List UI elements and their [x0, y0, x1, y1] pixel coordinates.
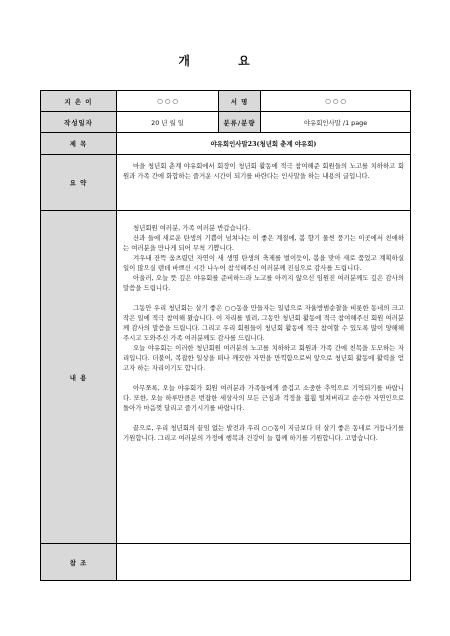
writer-label: 지 은 이 — [41, 91, 117, 112]
signature-label: 서 명 — [219, 91, 261, 112]
content-body — [123, 223, 404, 443]
date-value: 20 년 월 일 — [117, 112, 219, 133]
subject-label: 제 목 — [41, 133, 117, 155]
content-row — [41, 211, 411, 544]
summary-cell — [117, 155, 411, 211]
content-paragraph: 청년회원 여러분, 가족 여러분 반갑습니다. — [133, 224, 251, 232]
content-paragraph: 겨우내 잔뜩 움츠렸던 자연이 새 생명 탄생의 축제를 벌이듯이, 봄을 맞아 새로 품었고 계획하실 일이 많으실 텐데 바쁘신 시간 나누어 참석해주신 여러분께 진심으로 감사를 드립니다. — [123, 254, 404, 272]
subject-row — [41, 133, 411, 155]
content-paragraph: 오늘 야유회는 이러한 청년회원 여러분의 노고를 치하하고 회원과 가족 간에 친목을 도모하는 자리입니다. 더불어, 복잡한 일상을 떠나 깨끗한 자연을 만끽함으로써 앞으로 청년회 활동에 활력을 얻고자 하는 자리이기도 합니다. — [123, 344, 404, 372]
reference-label: 참 조 — [41, 544, 117, 581]
content-paragraph: 그동안 우리 청년회는 살기 좋은 ○○동을 만들자는 일념으로 자율방범순찰을 비롯한 동네의 크고 작은 일에 적극 참여해 왔습니다. 이 자리를 빌려, 그동안 청년회 활동에 적극 참여해주신 회원 여러분께 감사의 말씀을 드립니다. 그리고 우리 회원들이 청년회 활동에 적극 참여할 수 있도록 많이 양해해 주시고 도와주신 가족 여러분께도 감사를 드립니다. — [123, 304, 404, 342]
category-label: 분류/분량 — [219, 112, 261, 133]
summary-text: 마을 청년회 춘계 야유회에서 회장이 청년회 활동에 적극 참여해준 회원들의 노고를 치하하고 회원과 가족 간에 화합하는 즐거운 시간이 되기를 바란다는 인사말을 하는 내용의 글입니다. — [123, 162, 404, 180]
page-title: 개 요 — [178, 54, 272, 68]
paragraph-gap — [123, 413, 404, 423]
paragraph-gap — [123, 373, 404, 383]
paragraph-gap — [123, 293, 404, 303]
signature-value: ○ ○ ○ — [261, 91, 411, 112]
content-paragraph: 아무쪼록, 오늘 야유회가 회원 여러분과 가족들에게 즐겁고 소중한 추억으로 기억되기를 바랍니다. 또한, 오늘 하루만큼은 번잡한 세상사의 모든 근심과 걱정을 훨훨 털쳐버리고 순수한 자연인으로 돌아가 마음껏 달리고 즐기시기를 바랍니다. — [123, 384, 404, 412]
reference-row — [41, 544, 411, 581]
subject-value: 야유회인사말23(청년회 춘계 야유회) — [117, 133, 411, 155]
summary-label: 요 약 — [41, 155, 117, 211]
writer-row — [41, 91, 411, 112]
writer-value: ○ ○ ○ — [117, 91, 219, 112]
category-value: 야유회인사말 /1 page — [261, 112, 411, 133]
date-label: 작성일자 — [41, 112, 117, 133]
summary-row — [41, 155, 411, 211]
form-table — [40, 90, 411, 581]
content-paragraph: 산과 들에 새로운 탄생의 기쁨이 넘쳐나는 이 좋은 계절에, 봄 향기 물씬 풍기는 이곳에서 친애하는 여러분을 만나게 되어 무척 기쁩니다. — [123, 234, 404, 252]
content-paragraph: 아울러, 오늘 뜻 깊은 야유회를 준비하느라 노고를 아끼지 않으신 임원진 여러분께도 깊은 감사의 말씀을 드립니다. — [123, 274, 404, 292]
reference-value — [117, 544, 411, 581]
date-row — [41, 112, 411, 133]
content-paragraph: 끝으로, 우리 청년회의 끝임 없는 발전과 우리 ○○동이 지금보다 더 살기 좋은 동네로 거듭나기를 기원합니다. 그리고 여러분의 가정에 행복과 건강이 늘 함께 하기를 기원합니다. 고맙습니다. — [123, 424, 404, 442]
content-label: 내 용 — [41, 211, 117, 544]
content-cell — [117, 211, 411, 544]
